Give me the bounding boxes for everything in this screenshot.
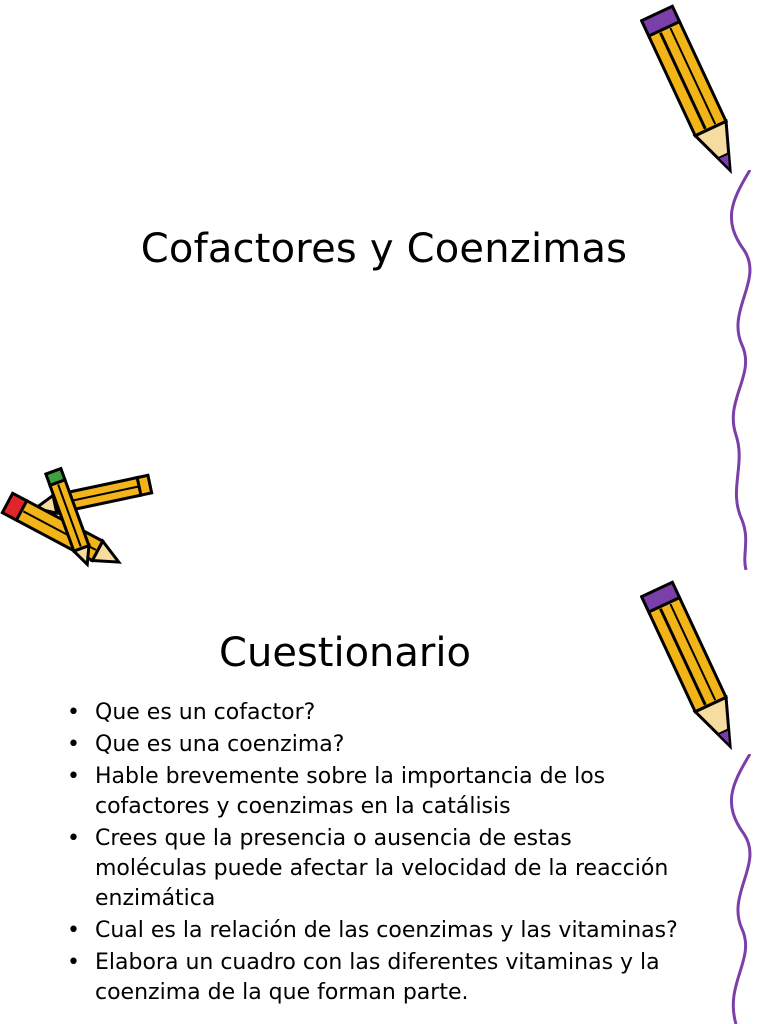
list-item-text: Cual es la relación de las coenzimas y las vitaminas?	[95, 918, 678, 943]
list-item-text: Que es un cofactor?	[95, 700, 316, 725]
list-item	[62, 730, 682, 760]
list-item-text: Elabora un cuadro con las diferentes vitaminas y la coenzima de la que forman parte.	[95, 950, 660, 1005]
crossed-pencils-icon	[0, 462, 160, 572]
question-list	[62, 698, 682, 1010]
wavy-line-decoration	[712, 754, 768, 1024]
list-item	[62, 762, 682, 822]
list-item-text: Crees que la presencia o ausencia de estas moléculas puede afectar la velocidad de la reacción enzimática	[95, 826, 669, 911]
list-item	[62, 824, 682, 914]
bullet-icon: •	[67, 700, 80, 725]
list-item-text: Que es una coenzima?	[95, 732, 345, 757]
bullet-icon: •	[67, 950, 80, 975]
list-item-text: Hable brevemente sobre la importancia de los cofactores y coenzimas en la catálisis	[95, 764, 606, 819]
slide-title-text: Cofactores y Coenzimas	[140, 226, 628, 272]
bullet-icon: •	[67, 764, 80, 789]
list-item	[62, 916, 682, 946]
bullet-icon: •	[67, 826, 80, 851]
slide-questionnaire	[0, 576, 768, 1024]
pencil-icon	[640, 0, 750, 190]
slide-title-text: Cuestionario	[219, 630, 471, 676]
list-item	[62, 698, 682, 728]
bullet-icon: •	[67, 732, 80, 757]
list-item	[62, 948, 682, 1008]
bullet-icon: •	[67, 918, 80, 943]
